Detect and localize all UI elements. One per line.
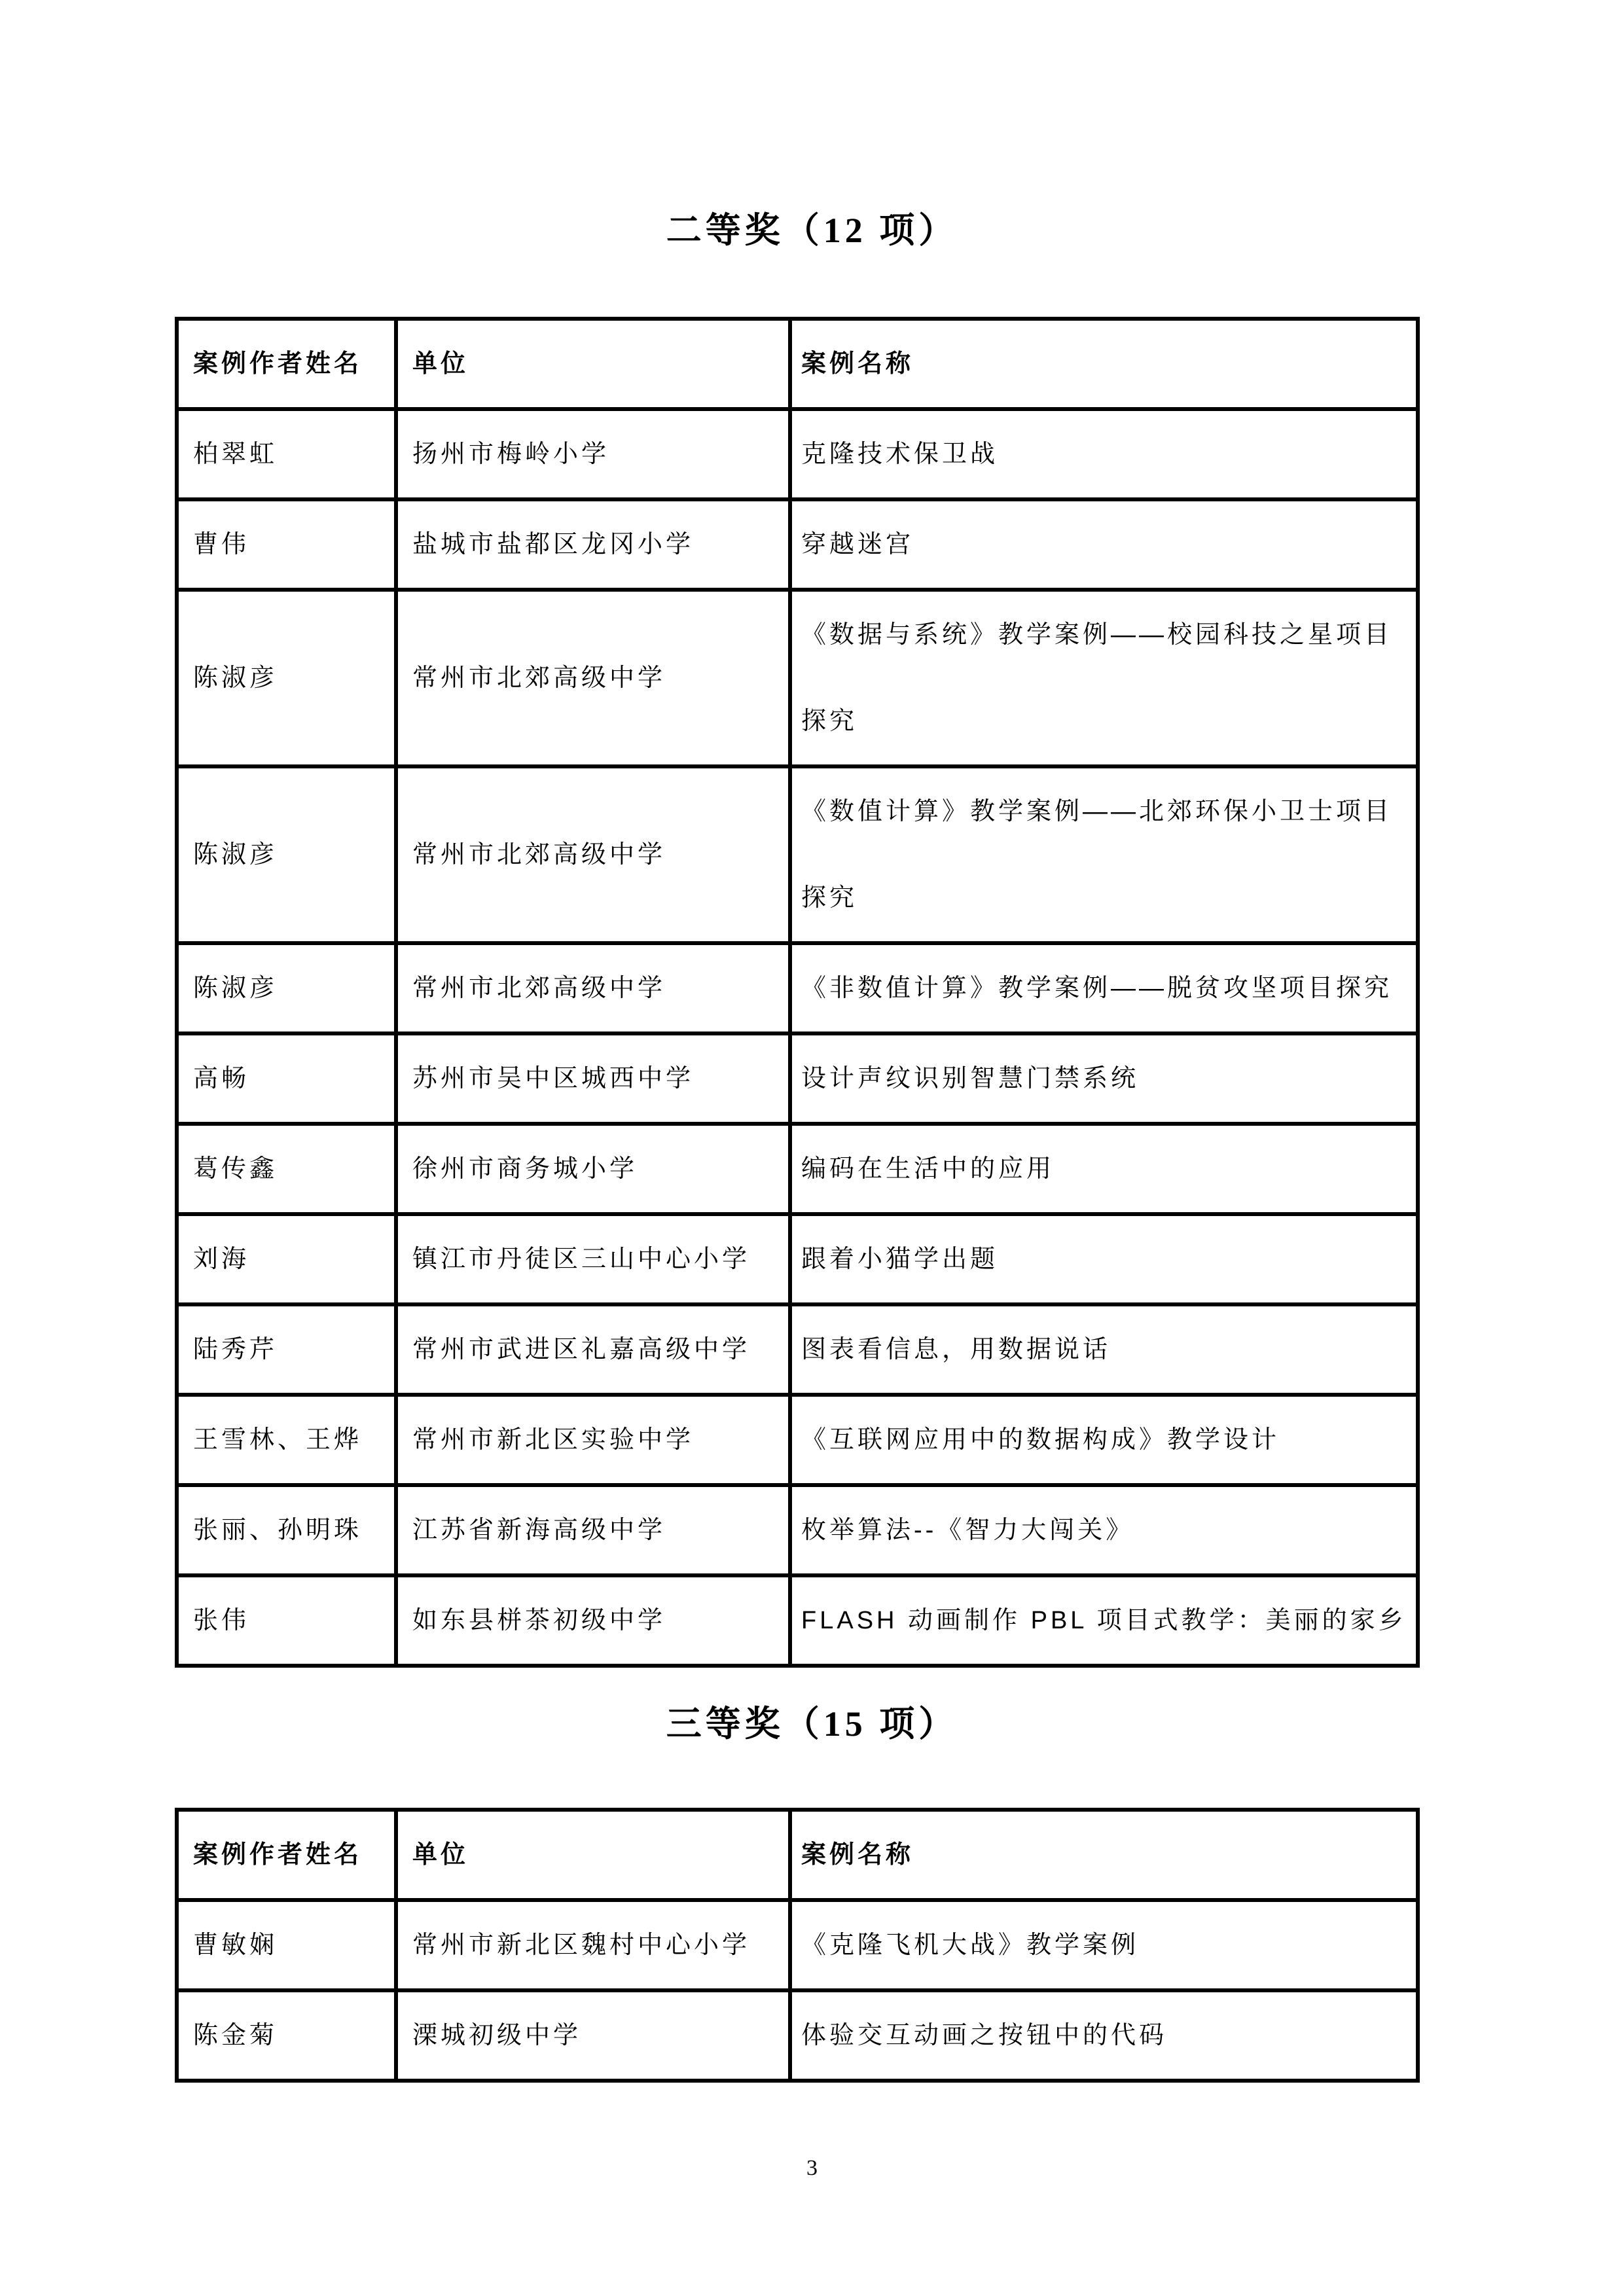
cell-unit: 镇江市丹徒区三山中心小学 — [396, 1214, 790, 1304]
cell-unit: 苏州市吴中区城西中学 — [396, 1033, 790, 1124]
table-row — [177, 1395, 1418, 1485]
cell-case: 穿越迷宫 — [790, 499, 1418, 590]
cell-case: 《数据与系统》教学案例——校园科技之星项目探究 — [790, 590, 1418, 766]
cell-author: 陈金菊 — [177, 1990, 396, 2081]
cell-case: 《克隆飞机大战》教学案例 — [790, 1900, 1418, 1990]
table-row — [177, 1575, 1418, 1666]
column-header-case: 案例名称 — [790, 319, 1418, 409]
table-row — [177, 409, 1418, 499]
table-header-row — [177, 319, 1418, 409]
cell-author: 王雪林、王烨 — [177, 1395, 396, 1485]
cell-unit: 江苏省新海高级中学 — [396, 1485, 790, 1575]
third-prize-table — [175, 1808, 1420, 2083]
second-prize-table — [175, 317, 1420, 1668]
cell-unit: 盐城市盐都区龙冈小学 — [396, 499, 790, 590]
table-row — [177, 1304, 1418, 1395]
cell-author: 刘海 — [177, 1214, 396, 1304]
table-row — [177, 590, 1418, 766]
cell-case: 枚举算法--《智力大闯关》 — [790, 1485, 1418, 1575]
cell-unit: 溧城初级中学 — [396, 1990, 790, 2081]
cell-author: 陈淑彦 — [177, 590, 396, 766]
third-prize-title: 三等奖（15 项） — [666, 1704, 958, 1744]
cell-author: 柏翠虹 — [177, 409, 396, 499]
cell-author: 张丽、孙明珠 — [177, 1485, 396, 1575]
cell-unit: 如东县栟茶初级中学 — [396, 1575, 790, 1666]
cell-unit: 常州市新北区实验中学 — [396, 1395, 790, 1485]
cell-case: FLASH 动画制作 PBL 项目式教学：美丽的家乡 — [790, 1575, 1418, 1666]
cell-case: 编码在生活中的应用 — [790, 1124, 1418, 1214]
cell-unit: 常州市新北区魏村中心小学 — [396, 1900, 790, 1990]
cell-unit: 常州市北郊高级中学 — [396, 943, 790, 1033]
cell-unit: 常州市武进区礼嘉高级中学 — [396, 1304, 790, 1395]
table-row — [177, 1214, 1418, 1304]
cell-case: 克隆技术保卫战 — [790, 409, 1418, 499]
cell-case: 体验交互动画之按钮中的代码 — [790, 1990, 1418, 2081]
column-header-case: 案例名称 — [790, 1810, 1418, 1900]
cell-case: 《非数值计算》教学案例——脱贫攻坚项目探究 — [790, 943, 1418, 1033]
table-row — [177, 943, 1418, 1033]
second-prize-title: 二等奖（12 项） — [666, 211, 958, 250]
cell-author: 陈淑彦 — [177, 943, 396, 1033]
table-row — [177, 766, 1418, 943]
cell-author: 高畅 — [177, 1033, 396, 1124]
table-row — [177, 1124, 1418, 1214]
cell-author: 葛传鑫 — [177, 1124, 396, 1214]
table-row — [177, 1990, 1418, 2081]
table-header-row — [177, 1810, 1418, 1900]
column-header-author: 案例作者姓名 — [177, 319, 396, 409]
cell-unit: 徐州市商务城小学 — [396, 1124, 790, 1214]
cell-author: 曹敏娴 — [177, 1900, 396, 1990]
column-header-unit: 单位 — [396, 1810, 790, 1900]
cell-author: 陈淑彦 — [177, 766, 396, 943]
cell-author: 张伟 — [177, 1575, 396, 1666]
table-row — [177, 1033, 1418, 1124]
cell-case: 图表看信息，用数据说话 — [790, 1304, 1418, 1395]
cell-unit: 常州市北郊高级中学 — [396, 766, 790, 943]
column-header-author: 案例作者姓名 — [177, 1810, 396, 1900]
cell-author: 曹伟 — [177, 499, 396, 590]
cell-unit: 常州市北郊高级中学 — [396, 590, 790, 766]
cell-case: 设计声纹识别智慧门禁系统 — [790, 1033, 1418, 1124]
cell-author: 陆秀芹 — [177, 1304, 396, 1395]
table-row — [177, 1900, 1418, 1990]
cell-case: 跟着小猫学出题 — [790, 1214, 1418, 1304]
table-row — [177, 499, 1418, 590]
cell-unit: 扬州市梅岭小学 — [396, 409, 790, 499]
page-number: 3 — [806, 2156, 818, 2180]
cell-case: 《数值计算》教学案例——北郊环保小卫士项目探究 — [790, 766, 1418, 943]
table-row — [177, 1485, 1418, 1575]
cell-case: 《互联网应用中的数据构成》教学设计 — [790, 1395, 1418, 1485]
column-header-unit: 单位 — [396, 319, 790, 409]
